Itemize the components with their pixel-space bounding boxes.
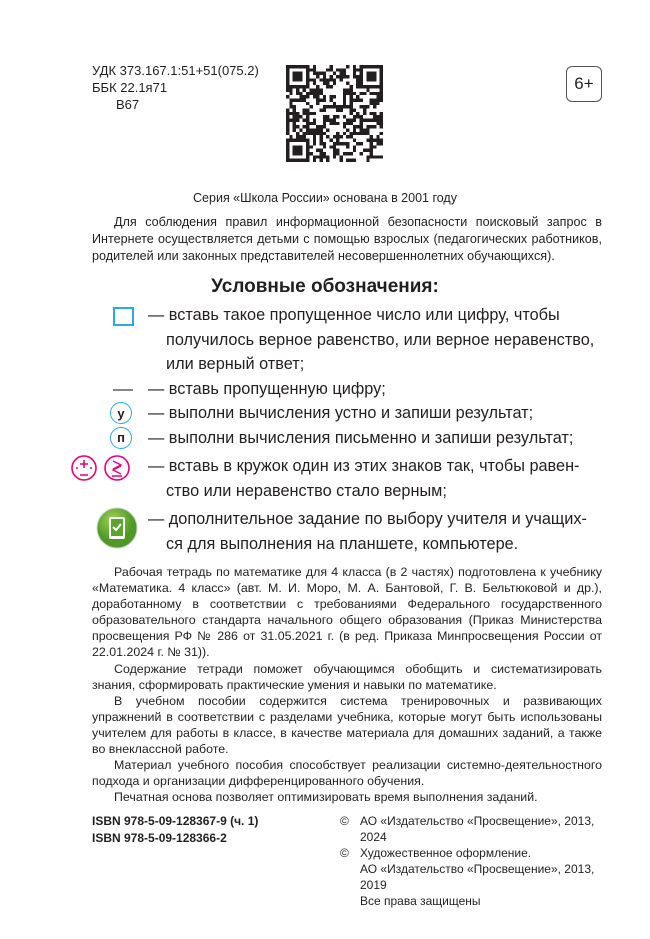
copyright-line: АО «Издательство «Просвещение», 2013, 2024 bbox=[360, 814, 595, 845]
copyright-icon: © bbox=[340, 814, 349, 829]
description-paragraph: В учебном пособии содержится система тренировочных и развивающих упражнений в соответствии с разделами учебника, которые могут быть использованы учителем для работы в классе, в качестве материала для домашних заданий, а также во внеклассной работе. bbox=[92, 693, 602, 757]
legend-text: — вставь в кружок один из этих знаков так, чтобы равен- bbox=[148, 457, 580, 475]
plus-minus-signs-icon bbox=[70, 454, 98, 482]
copyright-icon: © bbox=[340, 846, 349, 861]
legend-text: получилось верное равенство, или верное неравенство, bbox=[166, 330, 595, 349]
safety-notice bbox=[92, 214, 602, 265]
written-icon-glyph: п bbox=[117, 430, 125, 445]
header-area bbox=[92, 62, 602, 172]
legend-text: — выполни вычисления письменно и запиши результат; bbox=[148, 428, 574, 447]
empty-square-icon bbox=[113, 307, 134, 326]
author-mark: В67 bbox=[116, 97, 140, 112]
isbn-part1: ISBN 978-5-09-128367-9 (ч. 1) bbox=[92, 814, 259, 829]
legend-item-signs bbox=[70, 454, 602, 503]
copyright-line: Все права защищены bbox=[360, 894, 481, 909]
description-paragraph: Материал учебного пособия способствует реализации системно-деятельностного подхода и организации дифференцированного обучения. bbox=[92, 758, 602, 789]
description bbox=[92, 564, 602, 805]
legend-item-tablet bbox=[70, 507, 602, 556]
copyright-line: Художественное оформление. bbox=[360, 846, 532, 861]
bbk-code: ББК 22.1я71 bbox=[92, 80, 168, 95]
classification-codes bbox=[92, 62, 259, 113]
dash-icon bbox=[113, 389, 133, 391]
description-paragraph: Содержание тетради поможет обучающимся обобщить и систематизировать знания, сформировать практические умения и навыки по математике. bbox=[92, 661, 602, 692]
isbn-block bbox=[92, 813, 340, 909]
isbn-set: ISBN 978-5-09-128366-2 bbox=[92, 831, 227, 846]
description-paragraph: Печатная основа позволяет оптимизировать время выполнения заданий. bbox=[114, 790, 538, 805]
imprint bbox=[92, 813, 602, 909]
legend-text: — вставь такое пропущенное число или цифру, чтобы bbox=[148, 306, 560, 324]
written-icon bbox=[110, 427, 132, 449]
legend-item-oral bbox=[70, 401, 602, 426]
legend-text: или верный ответ; bbox=[166, 355, 305, 373]
legend-item-missing-digit bbox=[70, 377, 602, 402]
comparison-signs-icon bbox=[103, 454, 131, 482]
legend-title: Условные обозначения: bbox=[211, 276, 439, 297]
legend-text: — выполни вычисления устно и запиши результат; bbox=[148, 404, 534, 422]
tablet-icon bbox=[96, 507, 138, 549]
oral-icon bbox=[110, 402, 132, 424]
legend-text: ся для выполнения на планшете, компьютере. bbox=[166, 534, 519, 553]
copyright-block bbox=[340, 813, 602, 909]
legend-text: — дополнительное задание по выбору учителя и учащих- bbox=[148, 510, 587, 528]
oral-icon-glyph: у bbox=[117, 405, 125, 421]
legend bbox=[70, 303, 602, 556]
legend-text: — вставь пропущенную цифру; bbox=[148, 379, 386, 398]
series-note: Серия «Школа России» основана в 2001 году bbox=[193, 191, 457, 205]
safety-notice-text: Для соблюдения правил информационной безопасности поисковый запрос в Интернете осуществляется детьми с помощью взрослых (педагогических работников, родителей или законных представителей несовершеннолетних обучающихся). bbox=[92, 215, 602, 263]
legend-text: ство или неравенство стало верным; bbox=[166, 481, 447, 500]
age-rating-badge: 6+ bbox=[566, 66, 602, 102]
copyright-line: АО «Издательство «Просвещение», 2013, 2019 bbox=[360, 862, 595, 893]
qr-code bbox=[286, 65, 383, 162]
legend-item-missing-number bbox=[70, 303, 602, 377]
description-paragraph: Рабочая тетрадь по математике для 4 класса (в 2 частях) подготовлена к учебнику «Математика. 4 класс» (авт. М. И. Моро, М. А. Бантовой, Г. В. Бельтюковой и др.), доработанному в соответствии с требованиями Федерального государственного образовательного стандарта начального общего образования (Приказ Министерства просвещения РФ № 286 от 31.05.2021 г. (в ред. Приказа Минпросвещения России от 22.01.2024 г. № 31)). bbox=[92, 565, 602, 660]
udk-code: УДК 373.167.1:51+51(075.2) bbox=[92, 63, 259, 78]
legend-item-written bbox=[70, 426, 602, 451]
